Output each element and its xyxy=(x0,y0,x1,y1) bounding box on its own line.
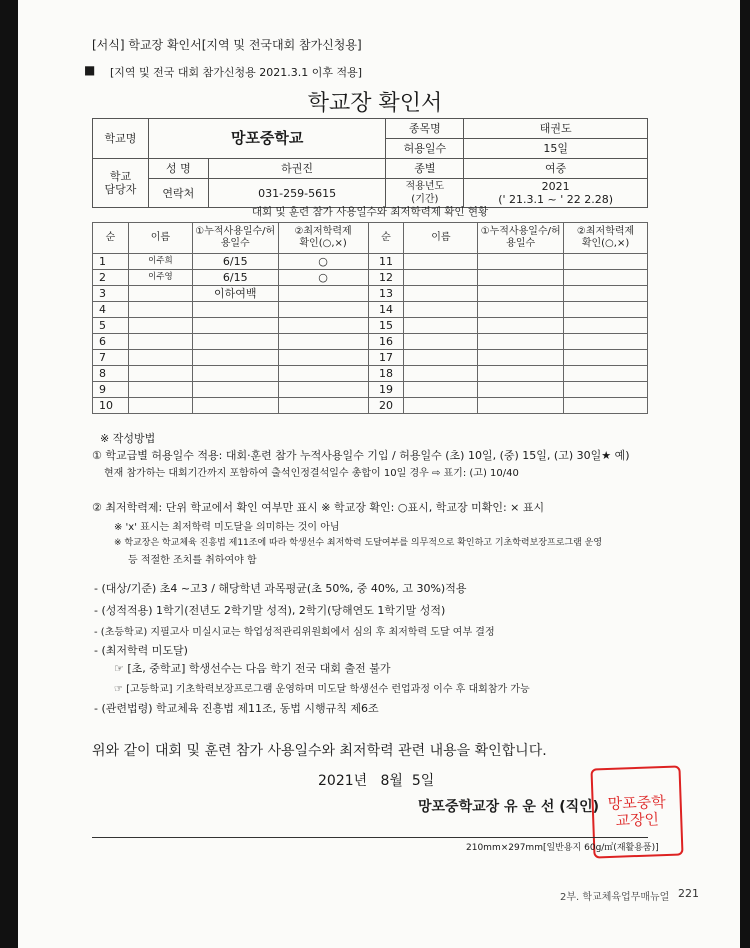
min-cell: ○ xyxy=(278,254,368,270)
min-cell xyxy=(278,302,368,318)
table-row xyxy=(93,270,648,286)
page-number: 221 xyxy=(678,887,699,900)
year-label-2: (기간) xyxy=(411,194,439,205)
name-cell-right xyxy=(404,350,478,366)
page-footer: 2부. 학교체육업무매뉴얼 xyxy=(560,892,670,903)
contact-value: 031-259-5615 xyxy=(208,179,386,208)
name-cell xyxy=(128,398,192,414)
days-header-right-1: ①누적사용일수/허 xyxy=(480,226,561,237)
min-cell-right xyxy=(564,334,648,350)
detail-high-school: ☞ [고등학교] 기초학력보장프로그램 운영하며 미도달 학생선수 런업과정 이수 후 대회참가 가능 xyxy=(114,684,530,695)
min-cell-right xyxy=(564,286,648,302)
table-row xyxy=(93,318,648,334)
name-cell-right xyxy=(404,398,478,414)
days-header-2: 용일수 xyxy=(220,238,250,249)
days-cell-right xyxy=(478,254,564,270)
days-cell-right xyxy=(478,302,564,318)
seq-header-right: 순 xyxy=(368,223,404,254)
seq-header: 순 xyxy=(93,223,129,254)
allowed-days-label: 허용일수 xyxy=(386,139,464,159)
min-cell-right xyxy=(564,254,648,270)
seq-cell-right: 19 xyxy=(368,382,404,398)
days-cell: 6/15 xyxy=(192,270,278,286)
gender-label: 종별 xyxy=(386,159,464,179)
min-cell xyxy=(278,318,368,334)
min-cell-right xyxy=(564,318,648,334)
guide-item2-c: ※ 학교장은 학교체육 진흥법 제11조에 따라 학생선수 최저학력 도달여부를 의무적으로 확인하고 기초학력보장프로그램 운영 xyxy=(114,538,603,548)
days-header-right-2: 용일수 xyxy=(506,238,536,249)
min-cell-right xyxy=(564,382,648,398)
name-header: 이름 xyxy=(128,223,192,254)
name-label: 성 명 xyxy=(148,159,208,179)
table-row xyxy=(93,334,648,350)
detail-law: - (관련법령) 학교체육 진흥법 제11조, 동법 시행규칙 제6조 xyxy=(94,702,379,715)
days-header xyxy=(192,223,278,254)
table-row xyxy=(93,302,648,318)
name-cell-right xyxy=(404,302,478,318)
days-cell xyxy=(192,398,278,414)
name-cell-right xyxy=(404,286,478,302)
min-cell-right xyxy=(564,270,648,286)
seq-cell: 8 xyxy=(93,366,129,382)
guide-item2-d: 등 적절한 조치를 취하여야 함 xyxy=(128,555,257,566)
seq-cell: 9 xyxy=(93,382,129,398)
document-title: 학교장 확인서 xyxy=(307,91,443,116)
name-cell-right xyxy=(404,366,478,382)
min-cell xyxy=(278,366,368,382)
days-cell-right xyxy=(478,318,564,334)
min-cell-right xyxy=(564,398,648,414)
min-cell xyxy=(278,350,368,366)
days-cell-right xyxy=(478,286,564,302)
gender-value: 여중 xyxy=(464,159,648,179)
min-cell xyxy=(278,334,368,350)
bottom-rule xyxy=(92,837,648,838)
confirm-statement: 위와 같이 대회 및 훈련 참가 사용일수와 최저학력 관련 내용을 확인합니다. xyxy=(92,743,547,759)
name-cell: 이주희 xyxy=(128,254,192,270)
detail-elementary: - (초등학교) 지필고사 미실시교는 학업성적관리위원회에서 심의 후 최저학력 도달 여부 결정 xyxy=(94,627,495,638)
min-cell-right xyxy=(564,302,648,318)
seq-cell-right: 16 xyxy=(368,334,404,350)
min-cell-right xyxy=(564,350,648,366)
min-cell: ○ xyxy=(278,270,368,286)
min-header-right-1: ②최저학력제 xyxy=(576,226,635,237)
seq-cell: 1 xyxy=(93,254,129,270)
days-cell xyxy=(192,334,278,350)
days-cell xyxy=(192,350,278,366)
name-cell xyxy=(128,350,192,366)
guide-item1-b: 현재 참가하는 대회기간까지 포함하여 출석인정결석일수 총합이 10일 경우 ⇨ 표기: (고) 10/40 xyxy=(104,468,519,479)
name-cell xyxy=(128,286,192,302)
min-header-right xyxy=(564,223,648,254)
seq-cell-right: 13 xyxy=(368,286,404,302)
table-row xyxy=(93,254,648,270)
seq-cell-right: 15 xyxy=(368,318,404,334)
days-cell xyxy=(192,366,278,382)
min-cell-right xyxy=(564,366,648,382)
seq-cell-right: 18 xyxy=(368,366,404,382)
contact-label: 연락처 xyxy=(148,179,208,208)
status-title: 대회 및 훈련 참가 사용일수와 최저학력제 확인 현황 xyxy=(251,206,489,218)
table-header-row xyxy=(93,223,648,254)
table-row xyxy=(93,286,648,302)
days-cell xyxy=(192,318,278,334)
seq-cell: 5 xyxy=(93,318,129,334)
guide-item1-a: ① 학교급별 허용일수 적용: 대회·훈련 참가 누적사용일수 기입 / 허용일수 (초) 10일, (중) 15일, (고) 30일★ 예) xyxy=(92,449,630,462)
days-cell-right xyxy=(478,334,564,350)
seq-cell: 2 xyxy=(93,270,129,286)
seq-cell: 7 xyxy=(93,350,129,366)
name-cell-right xyxy=(404,382,478,398)
name-header-right: 이름 xyxy=(404,223,478,254)
seq-cell-right: 11 xyxy=(368,254,404,270)
table-row xyxy=(93,350,648,366)
min-cell xyxy=(278,398,368,414)
status-table xyxy=(92,222,648,414)
name-cell-right xyxy=(404,318,478,334)
event-value: 태권도 xyxy=(464,119,648,139)
seq-cell-right: 20 xyxy=(368,398,404,414)
event-label: 종목명 xyxy=(386,119,464,139)
year-value: 2021 xyxy=(541,180,570,193)
seq-cell: 3 xyxy=(93,286,129,302)
manager-label-1: 학교 xyxy=(109,170,132,183)
name-cell: 이주영 xyxy=(128,270,192,286)
detail-grade: - (성적적용) 1학기(전년도 2학기말 성적), 2학기(당해연도 1학기말 성적) xyxy=(94,604,446,617)
days-cell xyxy=(192,382,278,398)
detail-below-min: - (최저학력 미도달) xyxy=(94,644,188,657)
name-cell-right xyxy=(404,254,478,270)
year-label-1: 적용년도 xyxy=(405,181,445,192)
table-row xyxy=(93,398,648,414)
days-cell-right xyxy=(478,382,564,398)
school-info-table xyxy=(92,118,648,208)
guide-heading: ※ 작성방법 xyxy=(100,432,156,445)
square-bullet: ■ xyxy=(84,63,96,77)
name-cell-right xyxy=(404,270,478,286)
days-cell-right xyxy=(478,398,564,414)
detail-middle-school: ☞ [초, 중학교] 학생선수는 다음 학기 전국 대회 출전 불가 xyxy=(114,662,391,675)
applicability-note: [지역 및 전국 대회 참가신청용 2021.3.1 이후 적용] xyxy=(110,66,363,79)
allowed-days-value: 15일 xyxy=(464,139,648,159)
seq-cell-right: 14 xyxy=(368,302,404,318)
table-row xyxy=(93,366,648,382)
manager-label xyxy=(93,159,149,208)
paper-size-note: 210mm×297mm[일반용지 60g/㎡(재활용품)] xyxy=(466,843,659,853)
min-header-2: 확인(○,×) xyxy=(299,238,347,249)
table-row xyxy=(93,382,648,398)
name-cell xyxy=(128,382,192,398)
min-header-1: ②최저학력제 xyxy=(294,226,352,237)
min-header-right-2: 확인(○,×) xyxy=(581,238,630,249)
detail-target: - (대상/기준) 초4 ~고3 / 해당학년 과목평균(초 50%, 중 40%, 고 30%)적용 xyxy=(94,582,467,595)
school-name: 망포중학교 xyxy=(148,119,386,159)
days-cell xyxy=(192,302,278,318)
days-header-right xyxy=(478,223,564,254)
days-cell: 이하여백 xyxy=(192,286,278,302)
principal-signature: 망포중학교장 유 운 선 (직인) xyxy=(418,799,600,815)
school-label: 학교명 xyxy=(93,119,149,159)
min-header xyxy=(278,223,368,254)
days-header-1: ①누적사용일수/허 xyxy=(195,226,276,237)
seq-cell: 6 xyxy=(93,334,129,350)
confirm-date: 2021년 8월 5일 xyxy=(318,773,435,789)
name-cell xyxy=(128,366,192,382)
days-cell-right xyxy=(478,270,564,286)
seal-text: 망포중학교장인 xyxy=(607,792,666,830)
days-cell-right xyxy=(478,350,564,366)
period-value: (' 21.3.1 ~ ' 22 2.28) xyxy=(498,193,614,206)
min-cell xyxy=(278,286,368,302)
guide-item2-a: ② 최저학력제: 단위 학교에서 확인 여부만 표시 ※ 학교장 확인: ○표시, 학교장 미확인: × 표시 xyxy=(92,501,545,514)
seq-cell-right: 17 xyxy=(368,350,404,366)
seq-cell: 10 xyxy=(93,398,129,414)
days-cell-right xyxy=(478,366,564,382)
guide-item2-b: ※ 'x' 표시는 최저학력 미도달을 의미하는 것이 아님 xyxy=(114,522,340,533)
min-cell xyxy=(278,382,368,398)
seq-cell-right: 12 xyxy=(368,270,404,286)
name-cell xyxy=(128,318,192,334)
manager-label-2: 담당자 xyxy=(104,183,137,196)
name-cell xyxy=(128,302,192,318)
name-value: 하권진 xyxy=(208,159,386,179)
form-label: [서식] 학교장 확인서[지역 및 전국대회 참가신청용] xyxy=(92,38,362,52)
name-cell xyxy=(128,334,192,350)
name-cell-right xyxy=(404,334,478,350)
seq-cell: 4 xyxy=(93,302,129,318)
days-cell: 6/15 xyxy=(192,254,278,270)
